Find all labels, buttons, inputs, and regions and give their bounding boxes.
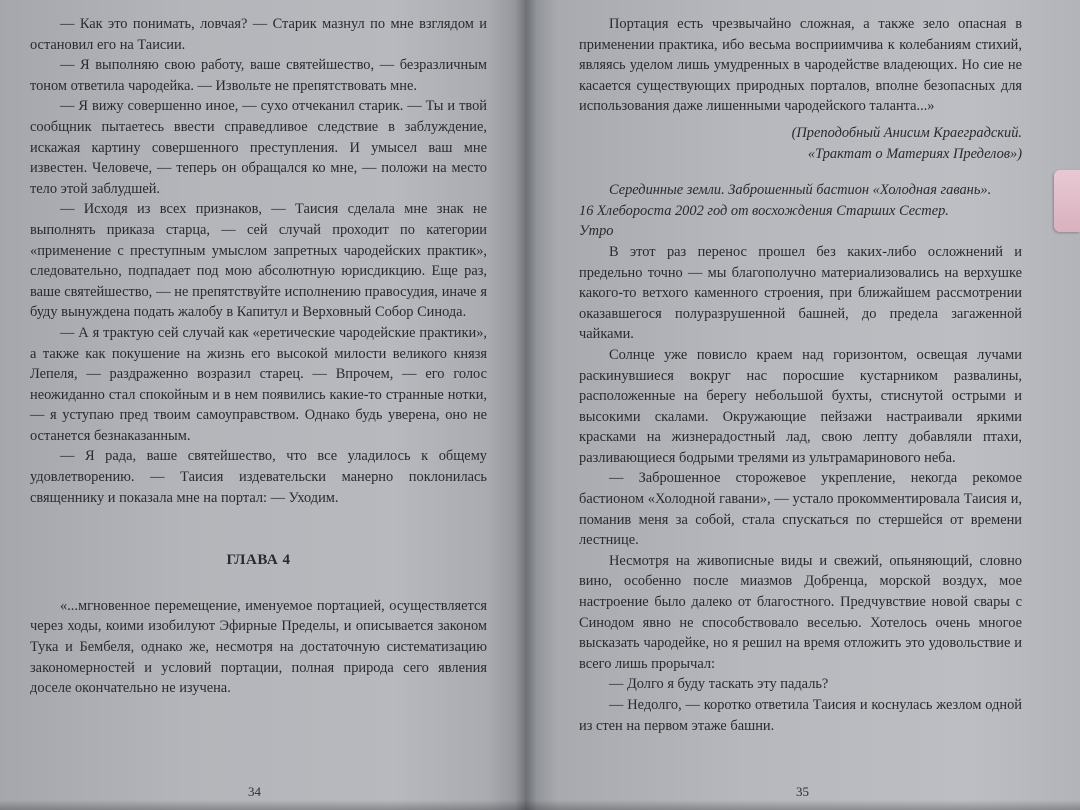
paragraph: — Недолго, — коротко ответила Таисия и коснулась жезлом одной из стен на первом этаже башни.	[579, 697, 1022, 734]
scene-setting-time: Утро	[579, 223, 614, 240]
page-number-right: 35	[796, 784, 809, 799]
left-page-text	[30, 14, 487, 699]
epigraph-attribution-work: «Трактат о Материях Пределов»)	[807, 145, 1022, 162]
epigraph-start: «...мгновенное перемещение, именуемое портацией, осуществляется через ходы, коими изобилуют Эфирные Пределы, и описывается законом Тука и Бембеля, однако же, несмотря на достаточную систематизацию закономерностей и условий портации, полная природа сего явления доселе окончательно не изучена.	[30, 597, 487, 697]
paragraph: — Я вижу совершенно иное, — сухо отчеканил старик. — Ты и твой сообщник пытаетесь ввести справедливое следствие в заблуждение, искажая картину совершенного преступления. И умысел ваш мне известен. Человече, — теперь он обращался ко мне, — положи на место тело этой заблудшей.	[30, 98, 487, 197]
page-number-left: 34	[248, 784, 261, 799]
right-page	[525, 0, 1080, 810]
right-page-text	[579, 14, 1022, 736]
epigraph-continuation: Портация есть чрезвычайно сложная, а также зело опасная в применении практика, ибо весьма восприимчива к колебаниям стихий, являясь уделом лишь умудренных в чародействе владеющих. Но сие не касается существующих природных порталов, вполне безопасных для использования даже лишенными чародейского таланта...»	[579, 16, 1022, 115]
paragraph: — Исходя из всех признаков, — Таисия сделала мне знак не выполнять приказа старца, — сей случай проходит по категории «применение с преступным умыслом запретных чародейских практик», следовательно, подпадает под мою абсолютную юрисдикцию. Еще раз, ваше святейшество, — не препятствуйте исполнению правосудия, иначе я буду вынуждена подать жалобу в Капитул и Верховный Собор Синода.	[30, 201, 487, 321]
chapter-title: ГЛАВА 4	[226, 552, 291, 569]
scene-setting-place: Серединные земли. Заброшенный бастион «Холодная гавань».	[609, 182, 992, 199]
paragraph: В этот раз перенос прошел без каких-либо осложнений и предельно точно — мы благополучно материализовались на верхушке какого-то ветхого каменного строения, при ближайшем рассмотрении оказавшегося полуразрушенной башней, до предела загаженной чайками.	[579, 243, 1022, 343]
paragraph: — Долго я буду таскать эту падаль?	[609, 676, 829, 693]
paragraph: — А я трактую сей случай как «еретические чародейские практики», а также как покушение на жизнь его высокой милости великого князя Лепеля, — раздраженно возразил старец. — Впрочем, — его голос неожиданно стал спокойным и в нем появились какие-то странные нотки, — я уступаю пред твоим самоуправством. Однако будь уверена, оно не останется безнаказанным.	[30, 324, 487, 444]
paragraph: — Я выполняю свою работу, ваше святейшество, — безразличным тоном ответила чародейка. — Извольте не препятствовать мне.	[30, 57, 487, 94]
paragraph: Солнце уже повисло краем над горизонтом, освещая лучами раскинувшиеся вокруг нас поросшие кустарником развалины, расположенные на берегу небольшой бухты, стиснутой острыми и высокими скалами. Окружающие пейзажи настраивали яркими красками на жизнерадостный лад, свою лепту добавляли птахи, разливающиеся бодрыми трелями из ультрамаринового неба.	[579, 346, 1022, 466]
left-page	[0, 0, 525, 810]
scene-setting-date: 16 Хлебороста 2002 год от восхождения Старших Сестер.	[579, 202, 949, 219]
epigraph-attribution-author: (Преподобный Анисим Краеградский.	[791, 124, 1022, 141]
bookmark-tab	[1054, 170, 1080, 232]
paragraph: — Я рада, ваше святейшество, что все уладилось к общему удовлетворению. — Таисия издевательски манерно поклонилась священнику и показала мне на портал: — Уходим.	[30, 448, 487, 506]
paragraph: — Заброшенное сторожевое укрепление, некогда рекомое бастионом «Холодной гавани», — устало прокомментировала Таисия и, поманив меня за собой, стала спускаться по стершейся от времени лестнице.	[579, 470, 1022, 549]
paragraph: — Как это понимать, ловчая? — Старик мазнул по мне взглядом и остановил его на Таисии.	[30, 16, 487, 53]
paragraph: Несмотря на живописные виды и свежий, опьяняющий, словно вино, особенно после миазмов Добренца, морской воздух, мое настроение было далеко от благостного. Предчувствие новой свары с Синодом явно не способствовало веселью. Хотелось очень многое высказать чародейке, но я решил на время отложить это удовольствие и всего лишь прорычал:	[579, 552, 1022, 672]
